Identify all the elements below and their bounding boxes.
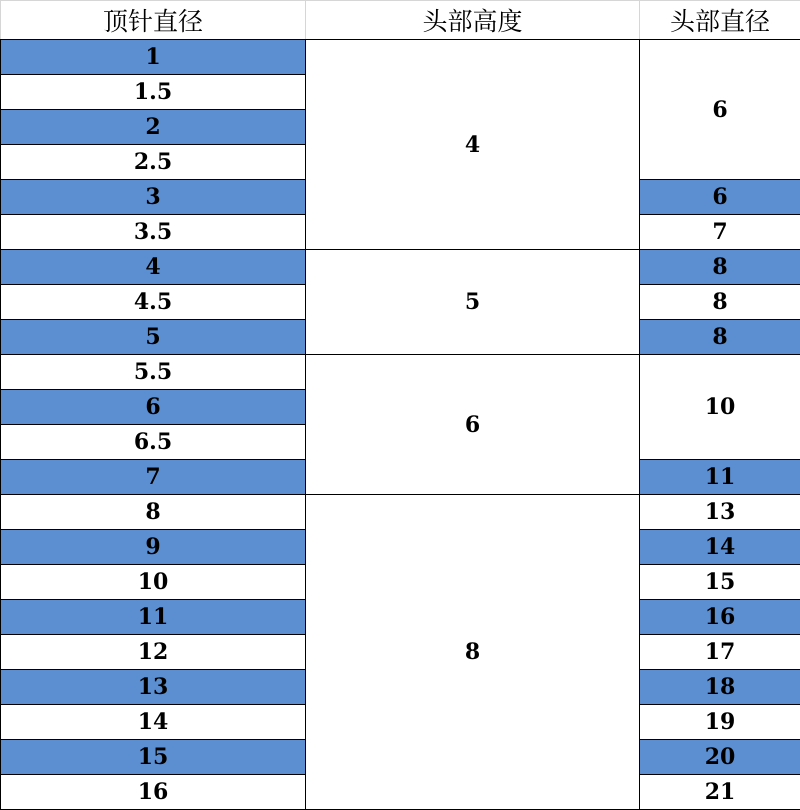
pin-diameter-cell[interactable]: 8 xyxy=(1,495,306,530)
pin-diameter-cell[interactable]: 9 xyxy=(1,530,306,565)
head-height-cell[interactable]: 5 xyxy=(306,250,640,355)
pin-diameter-cell[interactable]: 5.5 xyxy=(1,355,306,390)
head-diameter-cell[interactable]: 10 xyxy=(640,355,800,460)
head-diameter-cell[interactable]: 8 xyxy=(640,320,800,355)
head-diameter-cell[interactable]: 15 xyxy=(640,565,800,600)
table-row xyxy=(1,355,800,390)
table-body xyxy=(1,40,800,810)
head-diameter-cell[interactable]: 19 xyxy=(640,705,800,740)
pin-diameter-cell[interactable]: 10 xyxy=(1,565,306,600)
head-diameter-cell[interactable]: 6 xyxy=(640,40,800,180)
head-height-cell[interactable]: 4 xyxy=(306,40,640,250)
pin-diameter-cell[interactable]: 4.5 xyxy=(1,285,306,320)
head-diameter-cell[interactable]: 21 xyxy=(640,775,800,810)
pin-diameter-cell[interactable]: 2 xyxy=(1,110,306,145)
head-diameter-cell[interactable]: 7 xyxy=(640,215,800,250)
pin-diameter-cell[interactable]: 3 xyxy=(1,180,306,215)
header-row xyxy=(1,1,800,40)
pin-diameter-cell[interactable]: 12 xyxy=(1,635,306,670)
table-row xyxy=(1,40,800,75)
pin-diameter-cell[interactable]: 13 xyxy=(1,670,306,705)
head-diameter-cell[interactable]: 17 xyxy=(640,635,800,670)
pin-diameter-cell[interactable]: 6.5 xyxy=(1,425,306,460)
header-head-height[interactable]: 头部高度 xyxy=(306,1,640,40)
pin-diameter-cell[interactable]: 14 xyxy=(1,705,306,740)
head-height-cell[interactable]: 8 xyxy=(306,495,640,810)
pin-diameter-cell[interactable]: 2.5 xyxy=(1,145,306,180)
pin-diameter-cell[interactable]: 7 xyxy=(1,460,306,495)
pin-diameter-cell[interactable]: 16 xyxy=(1,775,306,810)
head-diameter-cell[interactable]: 8 xyxy=(640,285,800,320)
pin-diameter-cell[interactable]: 1 xyxy=(1,40,306,75)
table-row xyxy=(1,250,800,285)
header-head-diameter[interactable]: 头部直径 xyxy=(640,1,800,40)
table-row xyxy=(1,495,800,530)
pin-diameter-cell[interactable]: 15 xyxy=(1,740,306,775)
header-pin-diameter[interactable]: 顶针直径 xyxy=(1,1,306,40)
pin-diameter-cell[interactable]: 6 xyxy=(1,390,306,425)
pin-diameter-cell[interactable]: 4 xyxy=(1,250,306,285)
head-diameter-cell[interactable]: 8 xyxy=(640,250,800,285)
head-diameter-cell[interactable]: 6 xyxy=(640,180,800,215)
pin-diameter-cell[interactable]: 11 xyxy=(1,600,306,635)
head-diameter-cell[interactable]: 14 xyxy=(640,530,800,565)
head-diameter-cell[interactable]: 18 xyxy=(640,670,800,705)
head-diameter-cell[interactable]: 20 xyxy=(640,740,800,775)
head-height-cell[interactable]: 6 xyxy=(306,355,640,495)
head-diameter-cell[interactable]: 11 xyxy=(640,460,800,495)
pin-diameter-cell[interactable]: 5 xyxy=(1,320,306,355)
head-diameter-cell[interactable]: 16 xyxy=(640,600,800,635)
head-diameter-cell[interactable]: 13 xyxy=(640,495,800,530)
pin-diameter-cell[interactable]: 1.5 xyxy=(1,75,306,110)
pin-diameter-cell[interactable]: 3.5 xyxy=(1,215,306,250)
